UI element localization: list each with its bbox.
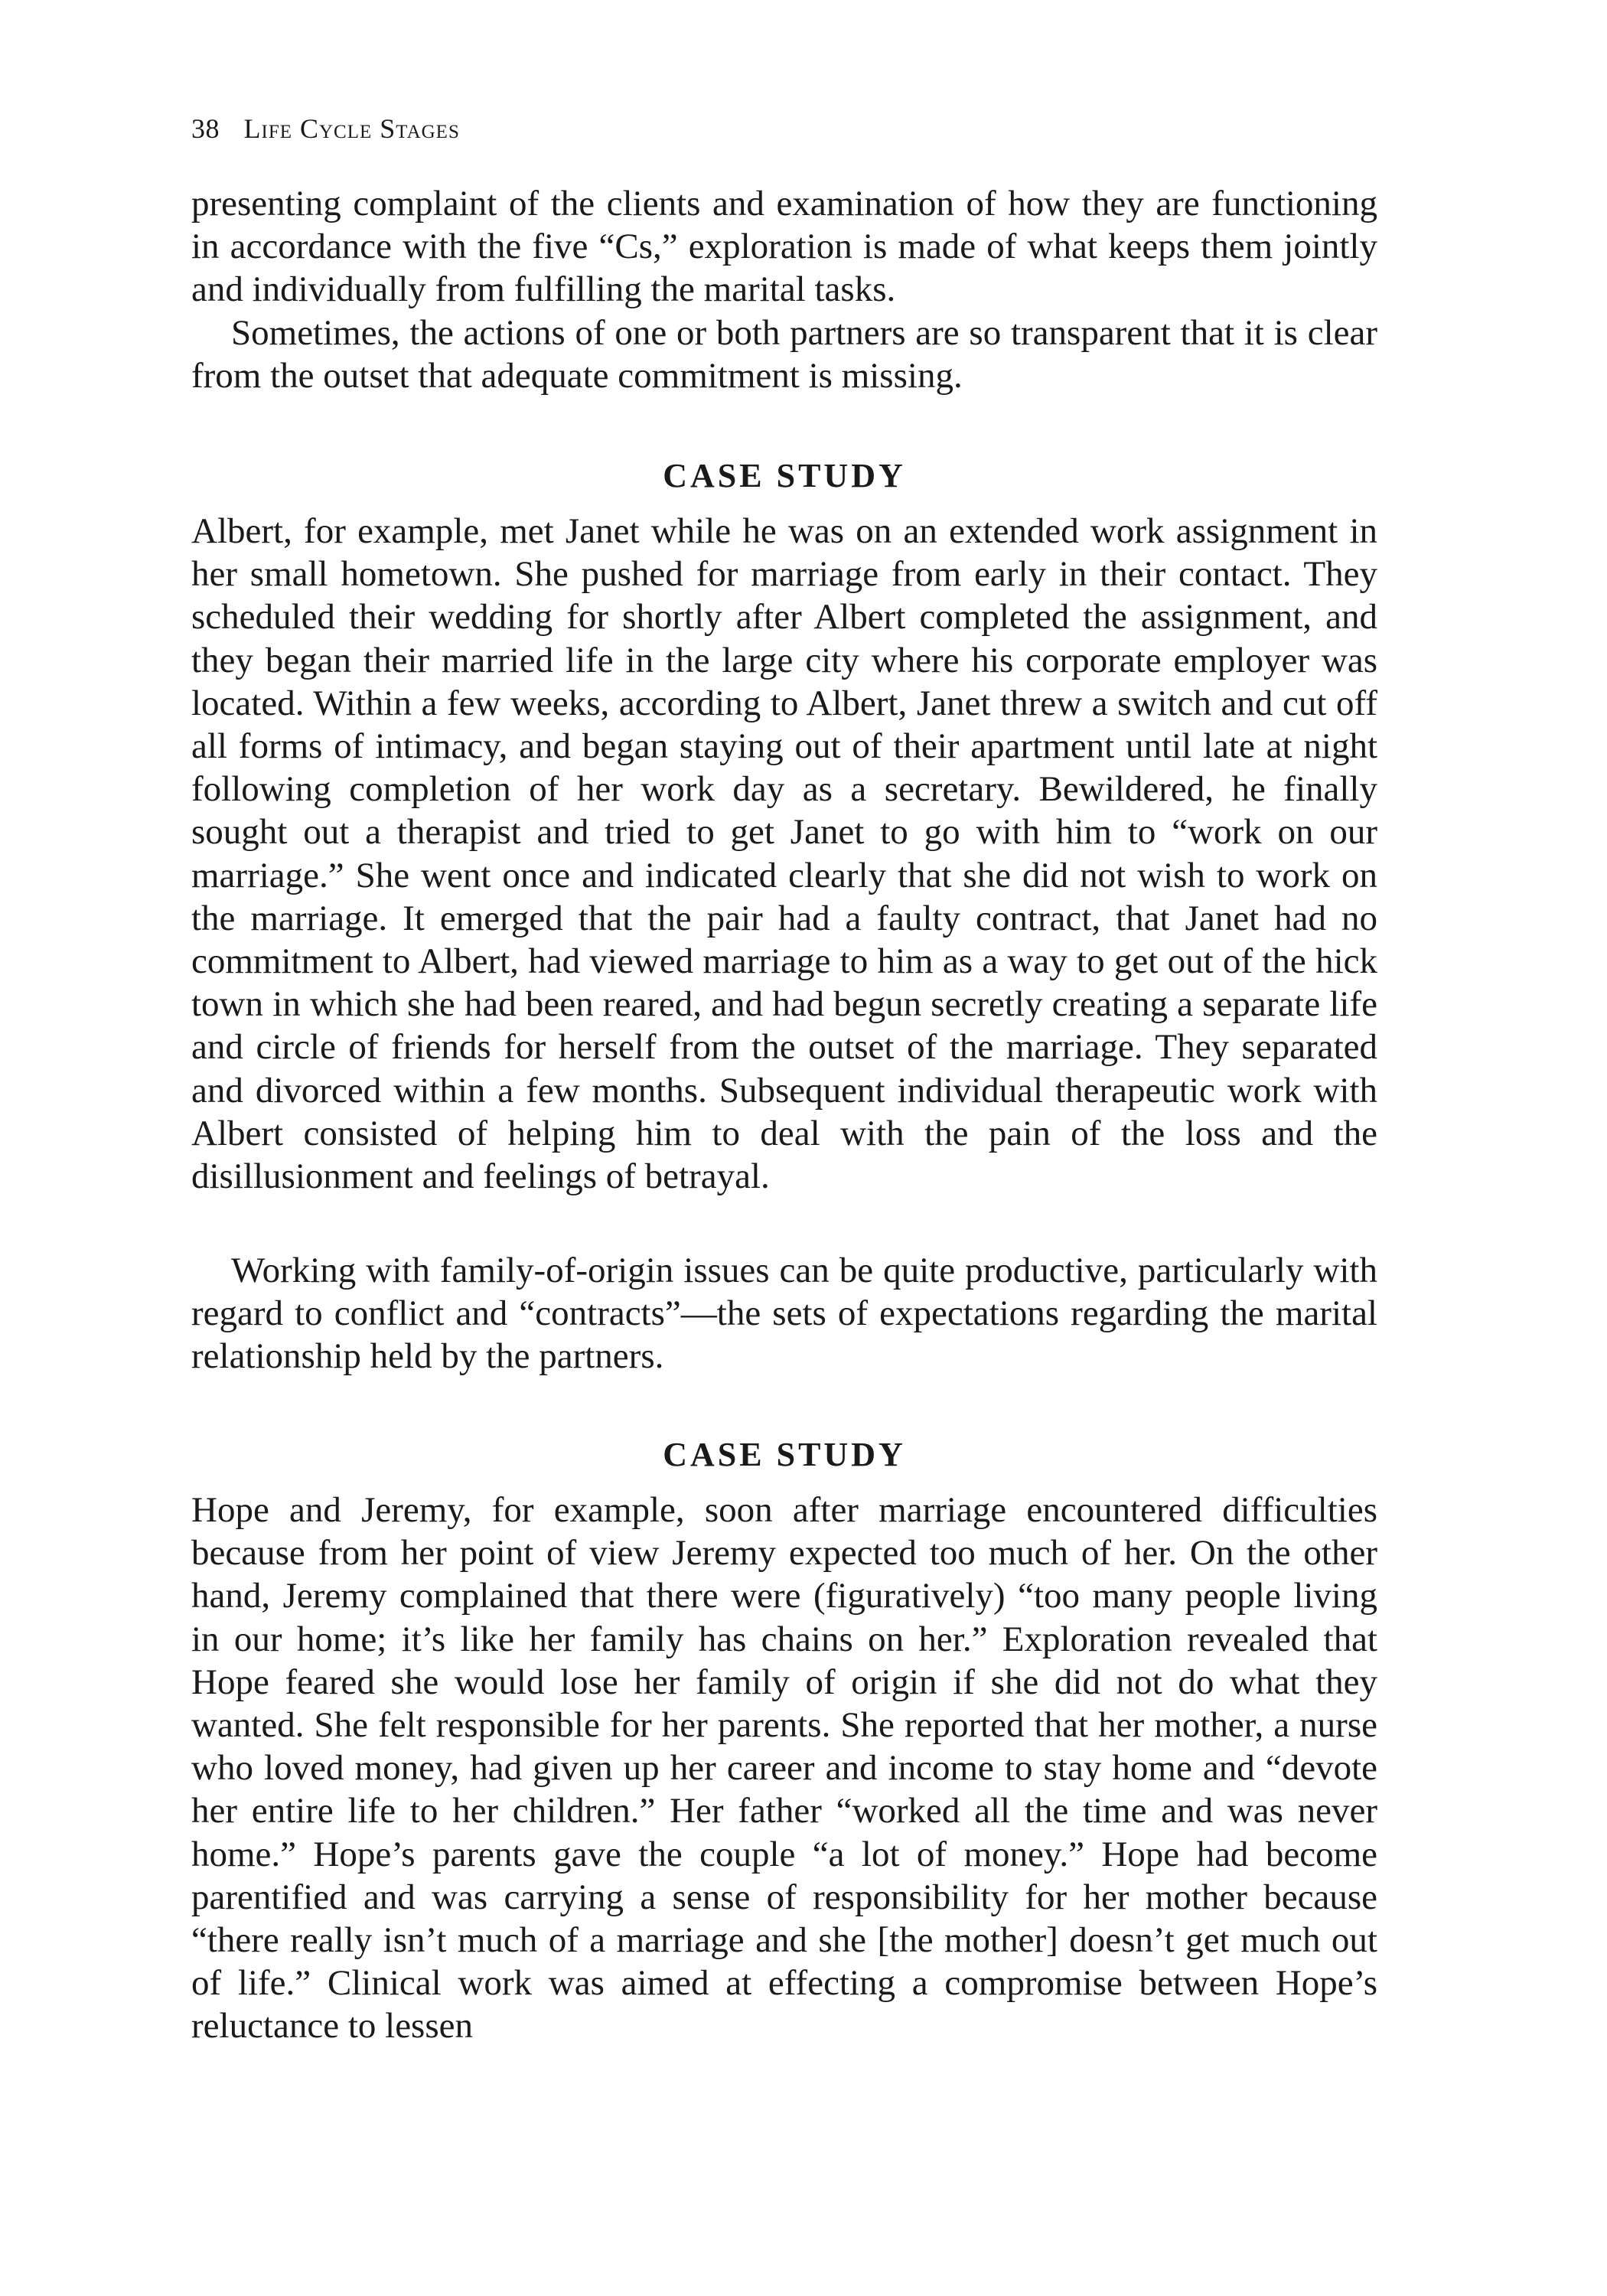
case-study-heading: CASE STUDY	[663, 1436, 906, 1473]
intro-paragraph: presenting complaint of the clients and examination of how they are functioning in accordance with the five “Cs,” exploration is made of what keeps them jointly and individually from fulfilling the marital tasks.	[191, 184, 1377, 310]
running-head	[191, 112, 460, 145]
family-of-origin-paragraph: Working with family-of-origin issues can be quite productive, particularly with regard to conflict and “contracts”—the sets of expectations regarding the marital relationship held by the partners.	[191, 1251, 1377, 1377]
page-number: 38	[191, 113, 220, 144]
intro-section	[191, 182, 1377, 397]
case-study-1-text: Albert, for example, met Janet while he was on an extended work assignment in her small hometown. She pushed for marriage from early in their contact. They scheduled their wedding for shortly after Albert completed the assignment, and they began their married life in the large city where his corporate employer was located. Within a few weeks, according to Albert, Janet threw a switch and cut off all forms of intimacy, and began staying out of their apartment until late at night following completion of her work day as a secretary. Bewildered, he finally sought out a therapist and tried to get Janet to go with him to “work on our marriage.” She went once and indicated clearly that she did not wish to work on the marriage. It emerged that the pair had a faulty contract, that Janet had no commitment to Albert, had viewed marriage to him as a way to get out of the hick town in which she had been reared, and had begun secretly creating a separate life and circle of friends for herself from the outset of the marriage. They separated and divorced within a few months. Subsequent individual therapeutic work with Albert consisted of helping him to deal with the pain of the loss and the disillusionment and feelings of betrayal.	[191, 511, 1377, 1197]
case-study-1-section	[191, 510, 1377, 1198]
commitment-paragraph: Sometimes, the actions of one or both partners are so transparent that it is clear from the outset that adequate commitment is missing.	[191, 312, 1377, 396]
running-head-title: Life Cycle Stages	[243, 113, 460, 144]
family-of-origin-section	[191, 1249, 1377, 1378]
case-study-2-text: Hope and Jeremy, for example, soon after marriage encountered difficulties because from her point of view Jeremy expected too much of her. On the other hand, Jeremy complained that there were (figuratively) “too many people living in our home; it’s like her family has chains on her.” Exploration revealed that Hope feared she would lose her family of origin if she did not do what they wanted. She felt responsible for her parents. She reported that her mother, a nurse who loved money, had given up her career and income to stay home and “devote her entire life to her children.” Her father “worked all the time and was never home.” Hope’s parents gave the couple “a lot of money.” Hope had become parentified and was carrying a sense of responsibility for her mother because “there really isn’t much of a marriage and she [the mother] doesn’t get much out of life.” Clinical work was aimed at effecting a compromise between Hope’s reluctance to lessen	[191, 1490, 1377, 2047]
case-study-heading: CASE STUDY	[663, 457, 906, 494]
case-study-2-section	[191, 1489, 1377, 2048]
